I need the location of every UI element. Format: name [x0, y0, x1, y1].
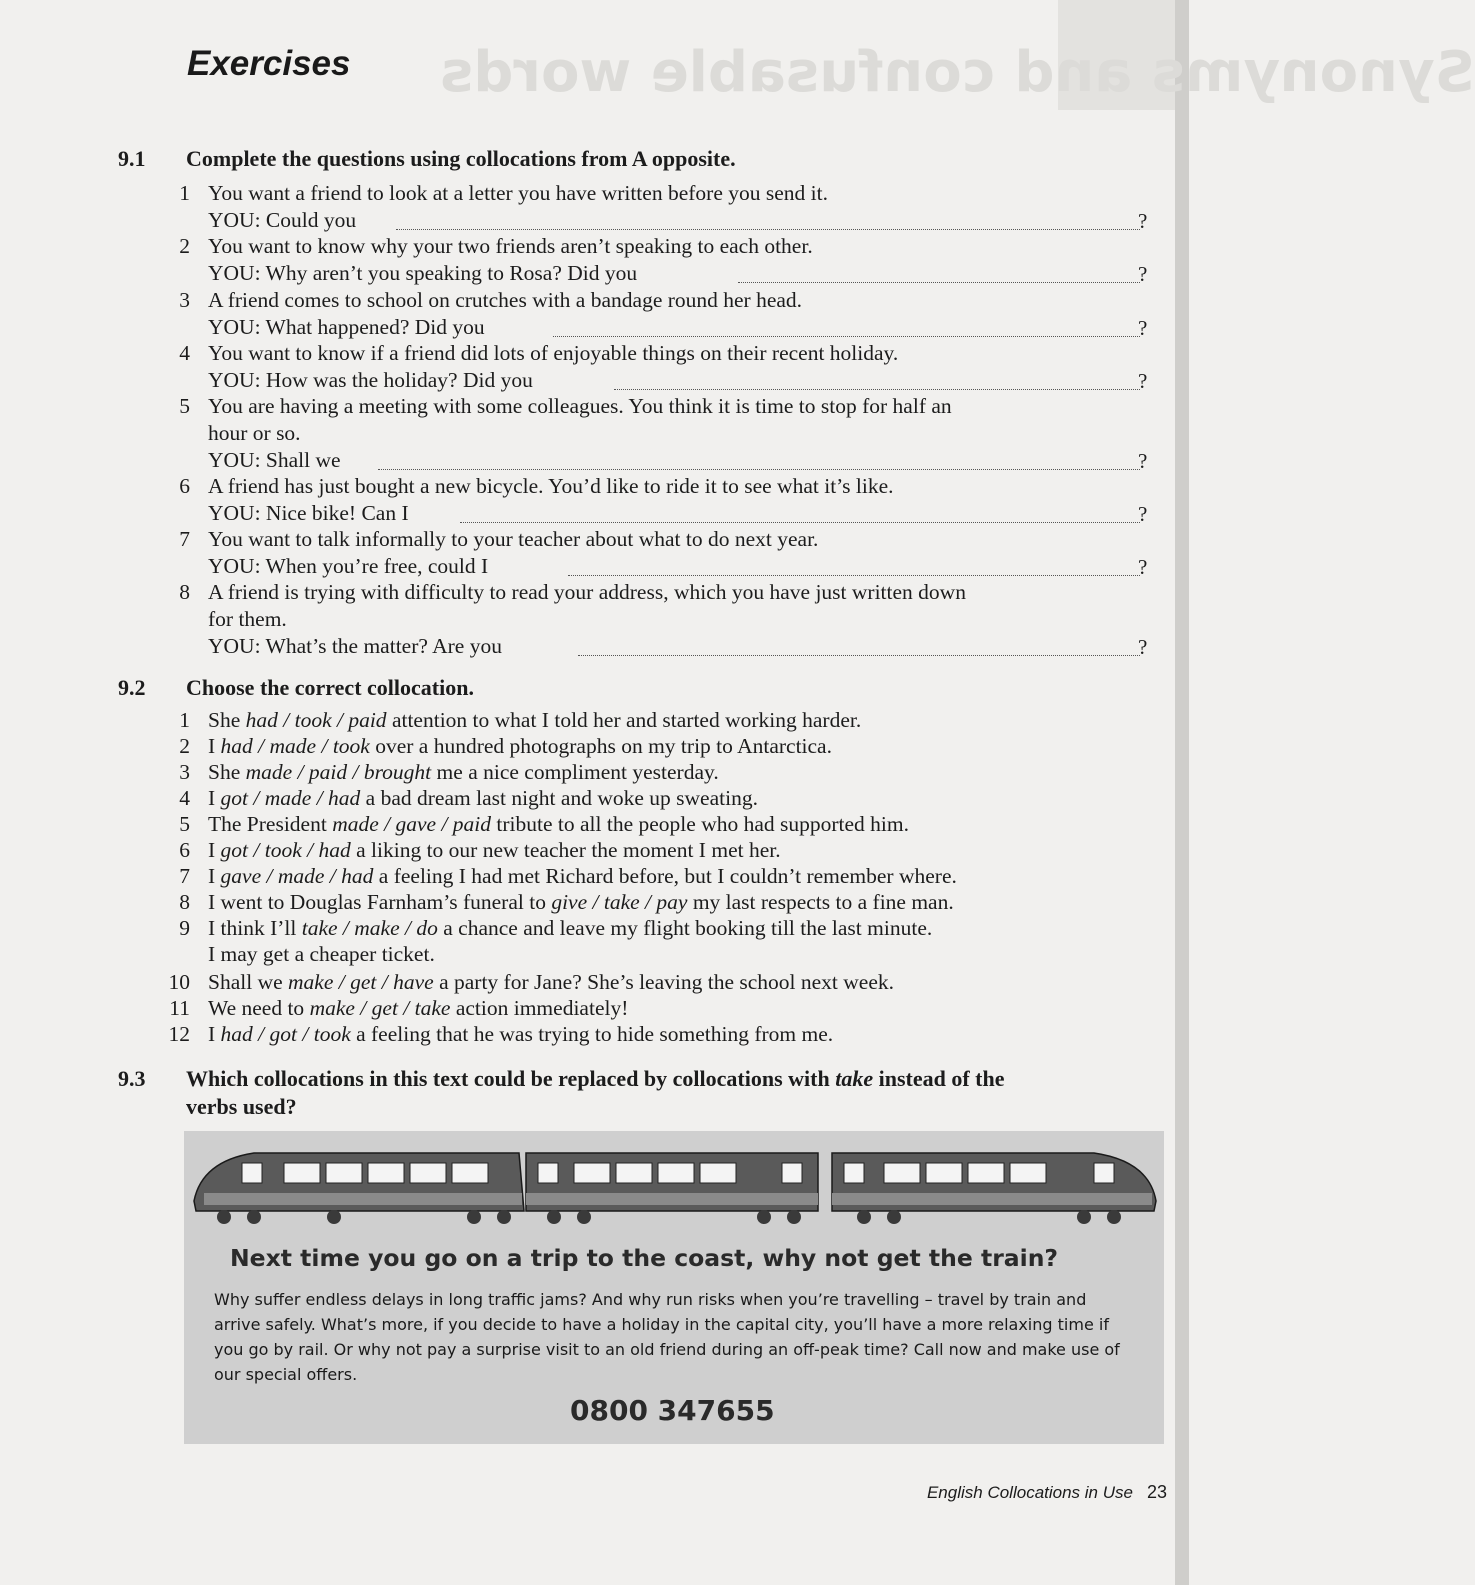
exercise-instruction-cont: verbs used?	[186, 1094, 297, 1119]
train-wheels	[217, 1210, 1121, 1224]
exercise-number: 9.1	[118, 146, 146, 171]
choice-options[interactable]: made / gave / paid	[332, 812, 492, 836]
ad-headline: Next time you go on a trip to the coast, why not get the train?	[230, 1244, 1059, 1272]
answer-line-3[interactable]	[553, 336, 1140, 337]
exercise-number: 9.3	[118, 1066, 146, 1091]
question-mark: ?	[1138, 635, 1148, 659]
answer-line-2[interactable]	[738, 282, 1140, 283]
ex1-item-8-cont: for them.	[208, 607, 287, 631]
book-title: English Collocations in Use	[926, 1483, 1133, 1502]
answer-line-5[interactable]	[378, 469, 1140, 470]
choice-options[interactable]: made / paid / brought	[245, 760, 432, 784]
question-mark: ?	[1138, 555, 1148, 579]
ad-body-text: Why suffer endless delays in long traffic jams? And why run risks when you’re travelling – travel by train and arrive safely. What’s more, if you decide to have a holiday in the capital city, you’ll have a more relaxing time if you go by rail. Or why not pay a surprise visit to an old friend during an off-peak time? Call now and make use of our special offers.	[214, 1290, 1120, 1384]
ad-phone-number: 0800 347655	[570, 1394, 775, 1427]
answer-line-7[interactable]	[568, 575, 1140, 576]
bleed-through-heading: Synonyms and confusable words	[440, 40, 1475, 105]
choice-options[interactable]: had / got / took	[220, 1022, 351, 1046]
choice-options[interactable]: had / made / took	[220, 734, 370, 758]
choice-options[interactable]: got / took / had	[220, 838, 351, 862]
ex1-item-2-prompt: YOU: Why aren’t you speaking to Rosa? Did you	[208, 261, 638, 285]
ex1-item-3-prompt: YOU: What happened? Did you	[208, 315, 485, 339]
answer-line-4[interactable]	[614, 389, 1140, 390]
train-advert	[184, 1131, 1164, 1444]
choice-options[interactable]: make / get / have	[288, 970, 434, 994]
ex1-item-7-prompt: YOU: When you’re free, could I	[208, 554, 489, 578]
ex1-item-6-prompt: YOU: Nice bike! Can I	[208, 501, 409, 525]
page-edge	[1175, 0, 1189, 1585]
exercise-instruction: Which collocations in this text could be replaced by collocations with take instead of the	[186, 1066, 1005, 1091]
exercise-instruction: Choose the correct collocation.	[186, 675, 474, 700]
answer-line-1[interactable]	[396, 229, 1140, 230]
page-footer	[927, 1482, 1167, 1503]
answer-line-6[interactable]	[460, 522, 1140, 523]
page-title: Exercises	[187, 44, 351, 83]
train-windows	[242, 1163, 1114, 1183]
choice-options[interactable]: had / took / paid	[245, 708, 387, 732]
ex1-item-5-prompt: YOU: Shall we	[208, 448, 341, 472]
ex2-item-9-cont: I may get a cheaper ticket.	[208, 942, 435, 966]
choice-options[interactable]: make / get / take	[309, 996, 451, 1020]
train-illustration	[184, 1131, 1164, 1241]
ex1-item-4-prompt: YOU: How was the holiday? Did you	[208, 368, 533, 392]
ex1-item-5-cont: hour or so.	[208, 421, 301, 445]
question-mark: ?	[1138, 209, 1148, 233]
exercise-number: 9.2	[118, 675, 146, 700]
choice-options[interactable]: got / made / had	[220, 786, 361, 810]
ex1-item-1-prompt: YOU: Could you	[208, 208, 357, 232]
choice-options[interactable]: gave / made / had	[220, 864, 374, 888]
choice-options[interactable]: take / make / do	[301, 916, 438, 940]
answer-line-8[interactable]	[578, 655, 1140, 656]
question-mark: ?	[1138, 316, 1148, 340]
question-mark: ?	[1138, 502, 1148, 526]
exercise-instruction: Complete the questions using collocations from A opposite.	[186, 146, 736, 171]
question-mark: ?	[1138, 369, 1148, 393]
ex1-item-8-prompt: YOU: What’s the matter? Are you	[208, 634, 502, 658]
question-mark: ?	[1138, 449, 1148, 473]
choice-options[interactable]: give / take / pay	[551, 890, 688, 914]
page-number: 23	[1146, 1482, 1167, 1502]
question-mark: ?	[1138, 262, 1148, 286]
